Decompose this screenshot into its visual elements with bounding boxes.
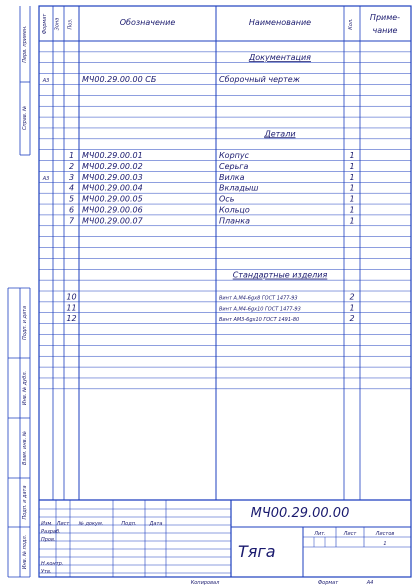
footer-format-label: Формат xyxy=(317,580,339,586)
row-position: 2 xyxy=(68,161,75,171)
row-designation: МЧ00.29.00.06 xyxy=(82,205,143,215)
stamp-title: Тяга xyxy=(238,542,276,561)
header-designation: Обозначение xyxy=(119,18,176,27)
outer-frame xyxy=(39,6,411,577)
header-qty: Кол. xyxy=(348,18,354,30)
stamp-prov: Пров. xyxy=(41,537,56,543)
stamp-sheets: Листов xyxy=(375,531,395,537)
side-label-perv-primen: Перв. примен. xyxy=(22,25,28,63)
row-quantity: 1 xyxy=(349,205,355,215)
row-quantity: 1 xyxy=(349,172,355,182)
row-name: Сборочный чертеж xyxy=(219,74,300,84)
row-quantity: 1 xyxy=(349,183,355,193)
row-position: 1 xyxy=(68,151,75,161)
stamp-col-podp: Подп. xyxy=(121,521,137,527)
row-position: 3 xyxy=(68,172,75,182)
header-note-1: Приме- xyxy=(369,13,401,22)
row-name: Винт А.М4-6gх8 ГОСТ 1477-93 xyxy=(219,295,298,302)
footer-format-value: А4 xyxy=(366,580,374,586)
stamp-col-data: Дата xyxy=(149,521,163,527)
row-format: А3 xyxy=(42,77,50,84)
header-zone: Зона xyxy=(54,17,61,31)
section-heading: Документация xyxy=(249,53,311,63)
stamp-col-izm: Изм. xyxy=(41,521,53,527)
row-quantity: 2 xyxy=(349,314,355,324)
row-format: А3 xyxy=(42,175,50,182)
row-quantity: 2 xyxy=(349,292,355,302)
row-name: Ось xyxy=(219,194,235,204)
side-label-vzam-inv: Взам. инв. № xyxy=(22,431,28,465)
row-name: Винт АМ3-6gх10 ГОСТ 1491-80 xyxy=(219,317,300,324)
row-name: Вилка xyxy=(219,172,245,182)
stamp-razrab: Разраб. xyxy=(41,529,61,535)
stamp-sheets-value: 1 xyxy=(383,541,387,547)
row-name: Корпус xyxy=(219,151,250,161)
row-name: Винт А.М4-6gх10 ГОСТ 1477-93 xyxy=(219,306,301,313)
row-designation: МЧ00.29.00.00 СБ xyxy=(82,74,157,84)
side-label-inv-dubl: Инв. № дубл. xyxy=(22,370,28,406)
row-name: Вкладыш xyxy=(219,183,259,193)
row-designation: МЧ00.29.00.01 xyxy=(82,151,143,161)
side-label-sprav: Справ. № xyxy=(22,105,28,131)
header-name: Наименование xyxy=(248,18,312,27)
row-position: 5 xyxy=(68,194,75,204)
row-quantity: 1 xyxy=(349,194,355,204)
row-position: 7 xyxy=(68,216,75,226)
row-quantity: 1 xyxy=(349,303,355,313)
section-heading: Стандартные изделия xyxy=(232,270,328,280)
header-note-2: чание xyxy=(372,26,398,35)
row-position: 12 xyxy=(66,314,77,324)
stamp-designation: МЧ00.29.00.00 xyxy=(250,506,350,521)
header-pos: Поз. xyxy=(67,18,74,30)
row-quantity: 1 xyxy=(349,161,355,171)
stamp-sheet: Лист xyxy=(343,531,357,537)
side-label-inv-podl: Инв. № подл. xyxy=(22,534,28,570)
row-name: Планка xyxy=(219,216,250,226)
section-heading: Детали xyxy=(264,129,296,139)
row-designation: МЧ00.29.00.03 xyxy=(82,172,143,182)
stamp-lit: Лит. xyxy=(314,531,326,537)
footer-copied: Копировал xyxy=(190,580,220,586)
row-position: 10 xyxy=(66,292,77,302)
row-position: 6 xyxy=(68,205,75,215)
row-quantity: 1 xyxy=(349,151,355,161)
stamp-utv: Утв. xyxy=(41,569,52,575)
stamp-col-doc: № докум. xyxy=(78,521,104,527)
row-position: 4 xyxy=(68,183,75,193)
row-designation: МЧ00.29.00.04 xyxy=(82,183,143,193)
row-position: 11 xyxy=(66,303,77,313)
stamp-col-list: Лист xyxy=(56,521,70,527)
side-label-podp-data-2: Подп. и дата xyxy=(22,485,28,520)
row-name: Кольцо xyxy=(219,205,250,215)
header-format: Формат xyxy=(42,13,48,35)
row-designation: МЧ00.29.00.02 xyxy=(82,161,143,171)
stamp-n-kontr: Н.контр. xyxy=(41,561,64,567)
row-designation: МЧ00.29.00.05 xyxy=(82,194,143,204)
row-designation: МЧ00.29.00.07 xyxy=(82,216,143,226)
row-quantity: 1 xyxy=(349,216,355,226)
row-name: Серьга xyxy=(219,161,249,171)
side-label-podp-data-1: Подп. и дата xyxy=(22,305,28,341)
